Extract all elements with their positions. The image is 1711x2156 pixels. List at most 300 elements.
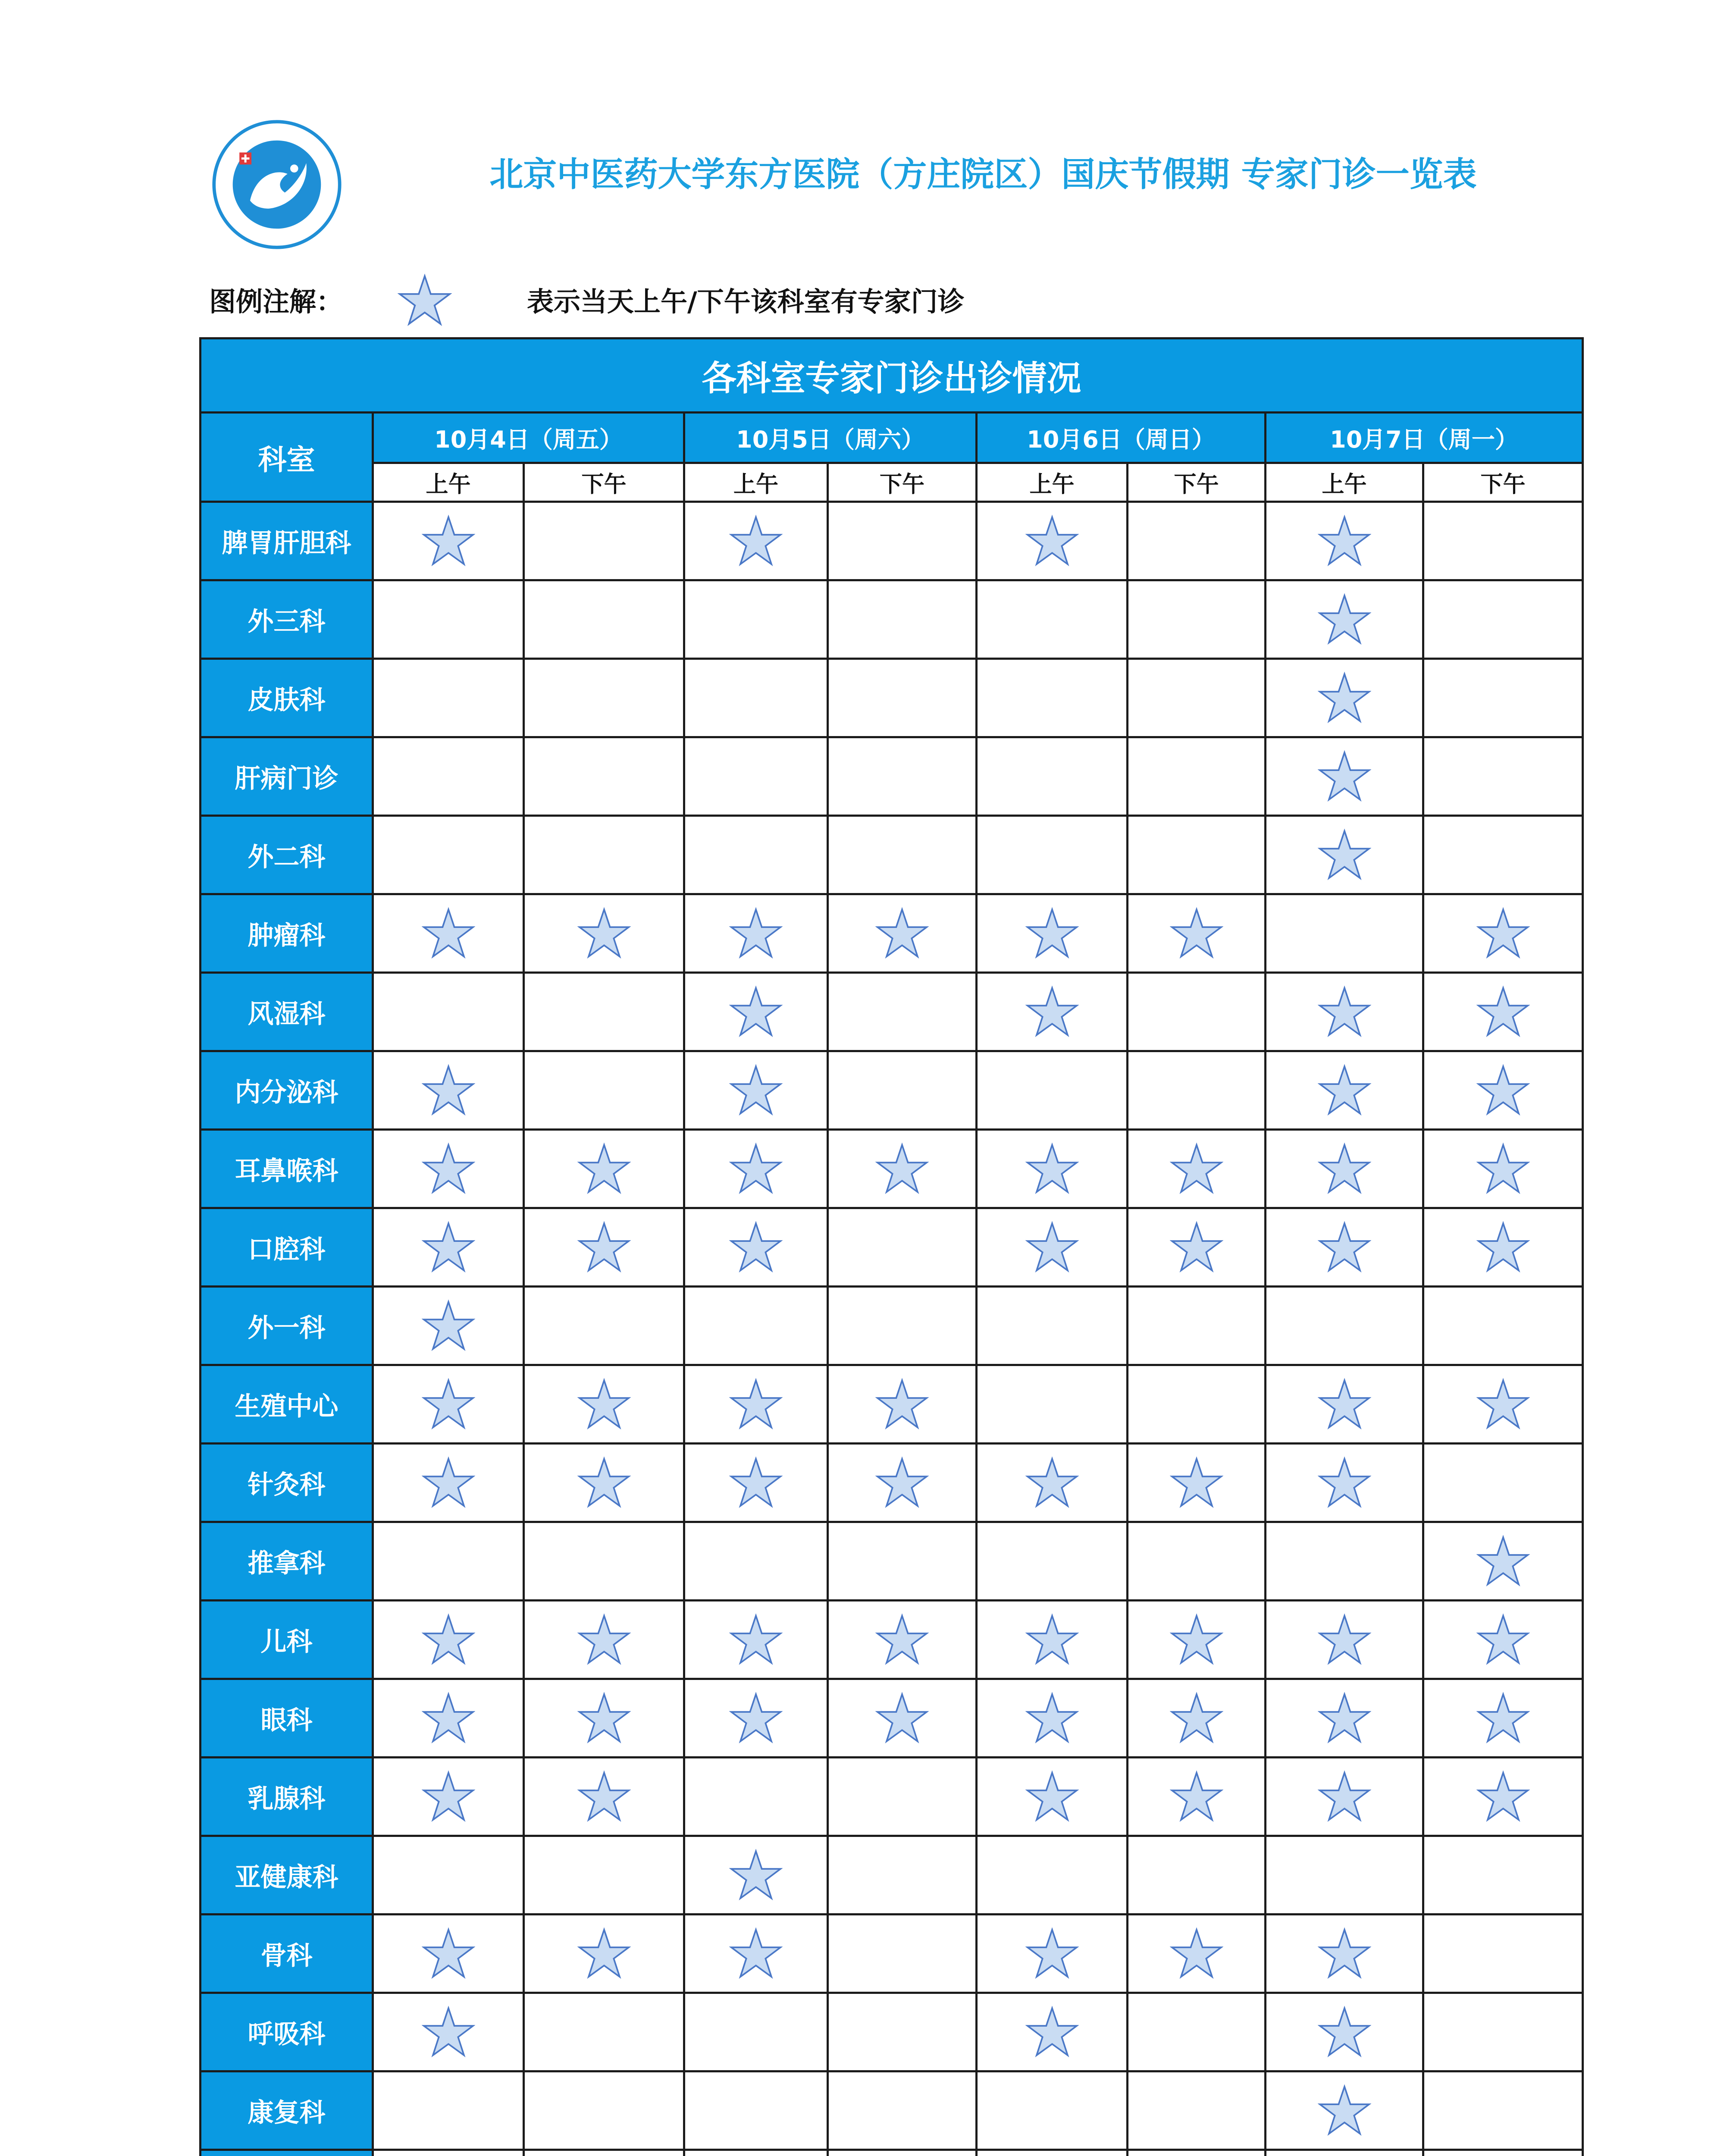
schedule-cell: [1423, 1051, 1583, 1130]
schedule-cell: [373, 973, 524, 1051]
star-icon: [577, 1221, 631, 1274]
star-icon: [422, 1613, 475, 1667]
schedule-cell: [977, 1365, 1128, 1444]
schedule-cell: [977, 1758, 1128, 1836]
schedule-cell: [373, 1836, 524, 1915]
star-icon: [729, 1221, 783, 1274]
schedule-cell: [828, 1208, 977, 1287]
star-icon: [1318, 1378, 1371, 1431]
star-icon: [729, 1849, 783, 1902]
dept-name: 脾胃肝胆科: [201, 502, 373, 580]
star-icon: [1476, 1221, 1530, 1274]
schedule-cell: [1423, 1836, 1583, 1915]
schedule-cell: [828, 1287, 977, 1365]
star-icon: [422, 907, 475, 960]
schedule-cell: [1128, 1130, 1266, 1208]
schedule-cell: [977, 1993, 1128, 2071]
schedule-cell: [524, 2071, 684, 2150]
dept-name: 外三科: [201, 580, 373, 659]
dept-name: 内分泌科: [201, 1051, 373, 1130]
schedule-cell: [1128, 502, 1266, 580]
dept-name: 外二科: [201, 816, 373, 894]
schedule-cell: [977, 894, 1128, 973]
star-icon: [1318, 1613, 1371, 1667]
star-icon: [729, 1378, 783, 1431]
schedule-cell: [524, 1915, 684, 1993]
schedule-cell: [1423, 1522, 1583, 1601]
schedule-cell: [828, 1444, 977, 1522]
legend-label: 图例注解：: [209, 286, 343, 317]
star-icon: [1025, 985, 1079, 1039]
table-row: [201, 1365, 1583, 1444]
star-icon: [729, 907, 783, 960]
dept-name: 口腔科: [201, 1208, 373, 1287]
star-icon: [1318, 593, 1371, 646]
star-icon: [577, 1142, 631, 1196]
schedule-cell: [828, 973, 977, 1051]
schedule-cell: [1266, 1130, 1423, 1208]
schedule-cell: [524, 502, 684, 580]
schedule-cell: [684, 1758, 828, 1836]
schedule-cell: [1266, 1993, 1423, 2071]
star-icon: [1318, 1142, 1371, 1196]
schedule-cell: [1128, 1993, 1266, 2071]
schedule-cell: [1266, 2071, 1423, 2150]
schedule-cell: [684, 1287, 828, 1365]
star-icon: [1170, 1456, 1223, 1510]
table-row: [201, 1993, 1583, 2071]
star-icon: [577, 1927, 631, 1981]
star-icon: [1025, 1613, 1079, 1667]
schedule-cell: [1266, 1836, 1423, 1915]
star-icon: [1025, 1692, 1079, 1745]
star-icon: [577, 907, 631, 960]
schedule-cell: [828, 1758, 977, 1836]
star-icon: [1476, 1692, 1530, 1745]
star-icon: [398, 273, 452, 328]
table-row: [201, 659, 1583, 737]
schedule-cell: [684, 1836, 828, 1915]
star-icon: [1318, 1692, 1371, 1745]
schedule-cell: [977, 1208, 1128, 1287]
star-icon: [1476, 985, 1530, 1039]
star-icon: [1170, 1221, 1223, 1274]
schedule-cell: [1266, 1679, 1423, 1758]
date-header: 10月4日（周五）: [373, 413, 684, 463]
schedule-cell: [524, 894, 684, 973]
schedule-cell: [1423, 1130, 1583, 1208]
schedule-cell: [1423, 1601, 1583, 1679]
table-row: [201, 1051, 1583, 1130]
dept-name: 推拿科: [201, 1522, 373, 1601]
schedule-cell: [1423, 1915, 1583, 1993]
schedule-cell: [373, 1130, 524, 1208]
schedule-cell: [828, 580, 977, 659]
schedule-cell: [1128, 2071, 1266, 2150]
schedule-cell: [828, 737, 977, 816]
schedule-cell: [373, 1051, 524, 1130]
table-row: [201, 1836, 1583, 1915]
star-icon: [1476, 1770, 1530, 1824]
schedule-cell: [977, 580, 1128, 659]
schedule-cell: [1266, 1365, 1423, 1444]
schedule-cell: [1128, 737, 1266, 816]
pm-header: 下午: [828, 463, 977, 502]
schedule-cell: [828, 1679, 977, 1758]
schedule-cell: [373, 1365, 524, 1444]
schedule-cell: [977, 1522, 1128, 1601]
table-row: [201, 1208, 1583, 1287]
schedule-cell: [524, 1287, 684, 1365]
dept-name: 骨科: [201, 1915, 373, 1993]
schedule-cell: [828, 502, 977, 580]
am-header: 上午: [684, 463, 828, 502]
schedule-cell: [828, 2071, 977, 2150]
schedule-cell: [1128, 1836, 1266, 1915]
schedule-cell: [828, 1836, 977, 1915]
star-icon: [729, 1142, 783, 1196]
schedule-cell: [977, 1051, 1128, 1130]
star-icon: [1476, 1378, 1530, 1431]
schedule-cell: [524, 973, 684, 1051]
schedule-cell: [684, 894, 828, 973]
star-icon: [875, 1142, 929, 1196]
star-icon: [1318, 1221, 1371, 1274]
schedule-cell: [1128, 659, 1266, 737]
star-icon: [729, 985, 783, 1039]
schedule-table: [199, 337, 1584, 2156]
schedule-cell: [1266, 2150, 1423, 2156]
schedule-cell: [977, 2071, 1128, 2150]
schedule-cell: [1266, 1915, 1423, 1993]
table-row: [201, 1601, 1583, 1679]
star-icon: [1318, 2006, 1371, 2059]
schedule-cell: [373, 1522, 524, 1601]
schedule-cell: [373, 1287, 524, 1365]
table-row: [201, 1444, 1583, 1522]
schedule-cell: [684, 1993, 828, 2071]
schedule-cell: [684, 1208, 828, 1287]
dept-name: 肿瘤科: [201, 894, 373, 973]
schedule-cell: [1266, 1522, 1423, 1601]
star-icon: [577, 1692, 631, 1745]
star-icon: [1170, 1927, 1223, 1981]
schedule-cell: [373, 894, 524, 973]
table-caption: 各科室专家门诊出诊情况: [201, 338, 1583, 413]
legend-text: 表示当天上午/下午该科室有专家门诊: [527, 286, 965, 317]
schedule-cell: [977, 1601, 1128, 1679]
schedule-cell: [1128, 894, 1266, 973]
schedule-cell: [1423, 1365, 1583, 1444]
schedule-cell: [684, 580, 828, 659]
star-icon: [1025, 2006, 1079, 2059]
schedule-cell: [1423, 1758, 1583, 1836]
schedule-cell: [373, 1208, 524, 1287]
schedule-cell: [977, 816, 1128, 894]
schedule-cell: [1266, 1444, 1423, 1522]
star-icon: [422, 1692, 475, 1745]
schedule-cell: [828, 1522, 977, 1601]
schedule-cell: [1423, 2071, 1583, 2150]
schedule-cell: [828, 1130, 977, 1208]
schedule-cell: [1423, 1993, 1583, 2071]
schedule-cell: [524, 659, 684, 737]
star-icon: [422, 1770, 475, 1824]
dept-name: 生殖中心: [201, 1365, 373, 1444]
schedule-cell: [1266, 502, 1423, 580]
dept-name: 眼科: [201, 1679, 373, 1758]
schedule-cell: [828, 1915, 977, 1993]
schedule-cell: [1128, 1051, 1266, 1130]
schedule-cell: [524, 1444, 684, 1522]
star-icon: [422, 1299, 475, 1353]
dept-name: 肝病门诊: [201, 737, 373, 816]
star-icon: [729, 1456, 783, 1510]
table-row: [201, 1522, 1583, 1601]
schedule-cell: [684, 973, 828, 1051]
star-icon: [577, 1456, 631, 1510]
schedule-cell: [1128, 816, 1266, 894]
schedule-cell: [977, 1836, 1128, 1915]
star-icon: [422, 514, 475, 568]
pm-header: 下午: [1128, 463, 1266, 502]
star-icon: [875, 1378, 929, 1431]
schedule-cell: [1266, 1051, 1423, 1130]
dept-name: 乳腺科: [201, 1758, 373, 1836]
schedule-cell: [828, 1365, 977, 1444]
schedule-cell: [524, 1365, 684, 1444]
star-icon: [1476, 1613, 1530, 1667]
star-icon: [1025, 1221, 1079, 1274]
star-icon: [875, 1613, 929, 1667]
star-icon: [1025, 907, 1079, 960]
schedule-cell: [1128, 1915, 1266, 1993]
schedule-cell: [1423, 1444, 1583, 1522]
star-icon: [1318, 514, 1371, 568]
star-icon: [1318, 1927, 1371, 1981]
schedule-cell: [684, 737, 828, 816]
star-icon: [422, 1927, 475, 1981]
schedule-cell: [1266, 816, 1423, 894]
schedule-cell: [373, 2150, 524, 2156]
star-icon: [422, 1221, 475, 1274]
star-icon: [1318, 1770, 1371, 1824]
schedule-cell: [1128, 973, 1266, 1051]
schedule-cell: [373, 737, 524, 816]
dept-name: 耳鼻喉科: [201, 1130, 373, 1208]
schedule-cell: [684, 1601, 828, 1679]
dept-name: 外一科: [201, 1287, 373, 1365]
schedule-cell: [977, 973, 1128, 1051]
star-icon: [729, 514, 783, 568]
star-icon: [1476, 1535, 1530, 1588]
schedule-cell: [373, 1444, 524, 1522]
schedule-body: [201, 502, 1583, 2156]
schedule-cell: [1266, 1758, 1423, 1836]
schedule-cell: [524, 580, 684, 659]
star-icon: [729, 1064, 783, 1117]
schedule-cell: [1423, 737, 1583, 816]
schedule-cell: [828, 894, 977, 973]
star-icon: [422, 1456, 475, 1510]
pm-header: 下午: [524, 463, 684, 502]
schedule-cell: [1128, 1522, 1266, 1601]
pm-header: 下午: [1423, 463, 1583, 502]
star-icon: [1170, 1770, 1223, 1824]
schedule-cell: [373, 1601, 524, 1679]
schedule-cell: [977, 737, 1128, 816]
dept-name: 儿科: [201, 1601, 373, 1679]
schedule-cell: [373, 659, 524, 737]
schedule-cell: [373, 580, 524, 659]
schedule-cell: [977, 1444, 1128, 1522]
schedule-cell: [1128, 2150, 1266, 2156]
date-header: 10月5日（周六）: [684, 413, 977, 463]
page-title: 北京中医药大学东方医院（方庄院区）国庆节假期 专家门诊一览表: [489, 155, 1477, 194]
schedule-cell: [828, 1601, 977, 1679]
star-icon: [875, 1692, 929, 1745]
table-row: [201, 737, 1583, 816]
star-icon: [422, 1064, 475, 1117]
schedule-cell: [373, 1915, 524, 1993]
schedule-cell: [1266, 580, 1423, 659]
schedule-cell: [1423, 973, 1583, 1051]
star-icon: [577, 1378, 631, 1431]
hospital-logo-icon: [210, 118, 344, 251]
schedule-cell: [1128, 1444, 1266, 1522]
schedule-cell: [1266, 1601, 1423, 1679]
schedule-cell: [1128, 580, 1266, 659]
schedule-cell: [684, 1051, 828, 1130]
schedule-cell: [1423, 894, 1583, 973]
schedule-cell: [524, 1679, 684, 1758]
star-icon: [1318, 985, 1371, 1039]
table-row: [201, 1758, 1583, 1836]
schedule-cell: [373, 502, 524, 580]
star-icon: [1318, 1456, 1371, 1510]
table-row: [201, 2071, 1583, 2150]
date-header: 10月7日（周一）: [1266, 413, 1583, 463]
schedule-cell: [373, 1758, 524, 1836]
table-row: [201, 894, 1583, 973]
schedule-cell: [1266, 1287, 1423, 1365]
schedule-cell: [977, 1287, 1128, 1365]
table-row: [201, 502, 1583, 580]
star-icon: [875, 907, 929, 960]
schedule-cell: [1423, 659, 1583, 737]
schedule-cell: [684, 1444, 828, 1522]
schedule-cell: [977, 2150, 1128, 2156]
am-header: 上午: [1266, 463, 1423, 502]
dept-name: 皮肤科: [201, 659, 373, 737]
schedule-cell: [524, 1130, 684, 1208]
table-row: [201, 973, 1583, 1051]
star-icon: [1025, 514, 1079, 568]
star-icon: [1476, 907, 1530, 960]
schedule-cell: [684, 2150, 828, 2156]
schedule-cell: [1128, 1365, 1266, 1444]
schedule-cell: [684, 502, 828, 580]
schedule-cell: [828, 1993, 977, 2071]
schedule-cell: [1423, 502, 1583, 580]
schedule-cell: [524, 816, 684, 894]
star-icon: [875, 1456, 929, 1510]
schedule-cell: [828, 816, 977, 894]
table-row: [201, 1679, 1583, 1758]
table-row: [201, 2150, 1583, 2156]
star-icon: [729, 1613, 783, 1667]
star-icon: [1025, 1456, 1079, 1510]
table-row: [201, 1130, 1583, 1208]
dept-name: 风湿科: [201, 973, 373, 1051]
schedule-cell: [977, 659, 1128, 737]
am-header: 上午: [977, 463, 1128, 502]
schedule-cell: [684, 1522, 828, 1601]
star-icon: [1170, 907, 1223, 960]
star-icon: [729, 1692, 783, 1745]
schedule-cell: [524, 1993, 684, 2071]
schedule-cell: [1266, 1208, 1423, 1287]
schedule-cell: [1128, 1679, 1266, 1758]
schedule-cell: [1128, 1208, 1266, 1287]
schedule-cell: [684, 816, 828, 894]
star-icon: [1025, 1770, 1079, 1824]
schedule-cell: [373, 1679, 524, 1758]
schedule-cell: [1423, 1208, 1583, 1287]
schedule-cell: [828, 659, 977, 737]
dept-name: 针灸科: [201, 1444, 373, 1522]
schedule-cell: [684, 1130, 828, 1208]
schedule-cell: [977, 502, 1128, 580]
star-icon: [577, 1613, 631, 1667]
dept-name: 呼吸科: [201, 1993, 373, 2071]
star-icon: [1318, 828, 1371, 882]
schedule-cell: [684, 659, 828, 737]
schedule-cell: [828, 2150, 977, 2156]
star-icon: [1170, 1142, 1223, 1196]
schedule-cell: [1266, 973, 1423, 1051]
schedule-cell: [524, 1522, 684, 1601]
schedule-cell: [684, 2071, 828, 2150]
schedule-cell: [1423, 1679, 1583, 1758]
schedule-cell: [977, 1130, 1128, 1208]
schedule-cell: [828, 1051, 977, 1130]
star-icon: [577, 1770, 631, 1824]
schedule-cell: [1128, 1758, 1266, 1836]
star-icon: [422, 1142, 475, 1196]
schedule-cell: [684, 1365, 828, 1444]
schedule-cell: [1128, 1287, 1266, 1365]
schedule-cell: [684, 1679, 828, 1758]
star-icon: [422, 1378, 475, 1431]
star-icon: [1170, 1613, 1223, 1667]
schedule-cell: [977, 1679, 1128, 1758]
star-icon: [1025, 1927, 1079, 1981]
dept-name: 亚健康科: [201, 1836, 373, 1915]
schedule-cell: [524, 1208, 684, 1287]
dept-name: [201, 2150, 373, 2156]
table-row: [201, 1915, 1583, 1993]
star-icon: [1170, 1692, 1223, 1745]
star-icon: [729, 1927, 783, 1981]
star-icon: [1476, 1064, 1530, 1117]
dept-column-header: 科室: [201, 413, 373, 502]
star-icon: [1025, 1142, 1079, 1196]
schedule-cell: [373, 1993, 524, 2071]
table-row: [201, 816, 1583, 894]
star-icon: [1318, 2084, 1371, 2137]
star-icon: [422, 2006, 475, 2059]
